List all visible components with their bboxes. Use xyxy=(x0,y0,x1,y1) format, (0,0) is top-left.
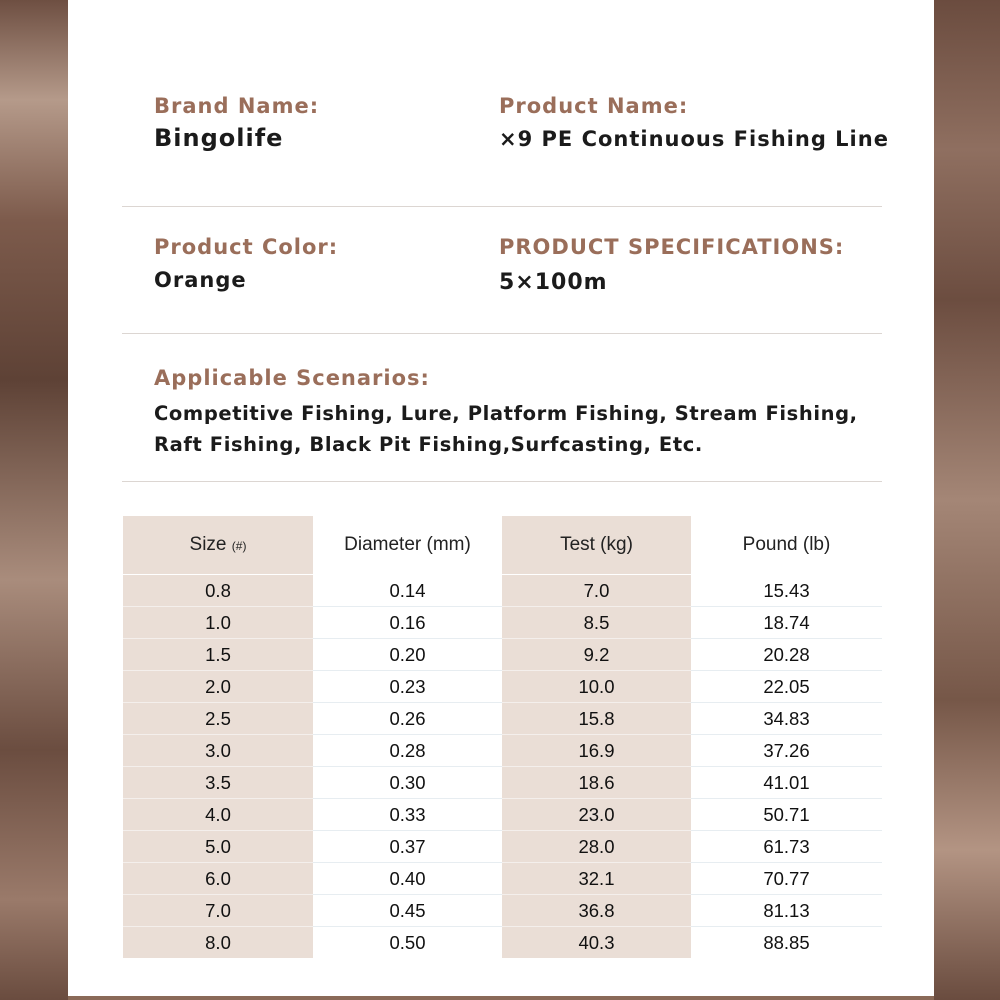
test-cell: 16.9 xyxy=(502,735,691,767)
test-cell: 7.0 xyxy=(502,575,691,607)
table-row xyxy=(123,671,882,703)
product-name-label: Product Name: xyxy=(499,94,689,118)
test-cell: 28.0 xyxy=(502,831,691,863)
size-cell: 7.0 xyxy=(123,895,313,927)
size-cell: 5.0 xyxy=(123,831,313,863)
table-header-row xyxy=(123,516,882,575)
brand-name-value: Bingolife xyxy=(154,124,284,152)
header-pound: Pound (lb) xyxy=(691,516,882,575)
table-row xyxy=(123,895,882,927)
table-row xyxy=(123,735,882,767)
product-name-value: ×9 PE Continuous Fishing Line xyxy=(499,127,889,151)
pound-cell: 20.28 xyxy=(691,639,882,671)
size-cell: 3.0 xyxy=(123,735,313,767)
specifications-table xyxy=(123,516,882,958)
pound-cell: 70.77 xyxy=(691,863,882,895)
size-unit-hint: (#) xyxy=(231,539,247,553)
diameter-cell: 0.37 xyxy=(313,831,502,863)
header-size: Size (#) xyxy=(123,516,313,575)
diameter-cell: 0.28 xyxy=(313,735,502,767)
diameter-cell: 0.45 xyxy=(313,895,502,927)
scenarios-line-2: Raft Fishing, Black Pit Fishing,Surfcasting, Etc. xyxy=(154,433,703,456)
test-cell: 40.3 xyxy=(502,927,691,959)
applicable-scenarios-text xyxy=(154,398,874,460)
diameter-cell: 0.23 xyxy=(313,671,502,703)
size-cell: 2.5 xyxy=(123,703,313,735)
pound-cell: 41.01 xyxy=(691,767,882,799)
pound-cell: 18.74 xyxy=(691,607,882,639)
table-row xyxy=(123,767,882,799)
table-row xyxy=(123,575,882,607)
size-cell: 4.0 xyxy=(123,799,313,831)
test-cell: 18.6 xyxy=(502,767,691,799)
size-cell: 6.0 xyxy=(123,863,313,895)
table-row xyxy=(123,831,882,863)
header-test: Test (kg) xyxy=(502,516,691,575)
diameter-cell: 0.40 xyxy=(313,863,502,895)
diameter-cell: 0.50 xyxy=(313,927,502,959)
brand-name-label: Brand Name: xyxy=(154,94,320,118)
test-cell: 32.1 xyxy=(502,863,691,895)
divider xyxy=(122,206,882,207)
pound-cell: 22.05 xyxy=(691,671,882,703)
test-cell: 15.8 xyxy=(502,703,691,735)
size-cell: 8.0 xyxy=(123,927,313,959)
diameter-cell: 0.16 xyxy=(313,607,502,639)
pound-cell: 50.71 xyxy=(691,799,882,831)
pound-cell: 88.85 xyxy=(691,927,882,959)
size-cell: 1.0 xyxy=(123,607,313,639)
test-cell: 9.2 xyxy=(502,639,691,671)
diameter-cell: 0.14 xyxy=(313,575,502,607)
test-cell: 23.0 xyxy=(502,799,691,831)
diameter-cell: 0.26 xyxy=(313,703,502,735)
pound-cell: 37.26 xyxy=(691,735,882,767)
table-row xyxy=(123,927,882,959)
applicable-scenarios-label: Applicable Scenarios: xyxy=(154,366,430,390)
divider xyxy=(122,481,882,482)
scenarios-line-1: Competitive Fishing, Lure, Platform Fishing, Stream Fishing, xyxy=(154,402,858,425)
table-row xyxy=(123,639,882,671)
test-cell: 8.5 xyxy=(502,607,691,639)
product-color-label: Product Color: xyxy=(154,235,339,259)
size-cell: 1.5 xyxy=(123,639,313,671)
pound-cell: 34.83 xyxy=(691,703,882,735)
table-row xyxy=(123,607,882,639)
size-cell: 0.8 xyxy=(123,575,313,607)
diameter-cell: 0.20 xyxy=(313,639,502,671)
product-specifications-label: PRODUCT SPECIFICATIONS: xyxy=(499,235,845,259)
table-row xyxy=(123,799,882,831)
product-specifications-value: 5×100m xyxy=(499,270,608,295)
pound-cell: 15.43 xyxy=(691,575,882,607)
diameter-cell: 0.30 xyxy=(313,767,502,799)
background-right xyxy=(934,0,1000,1000)
pound-cell: 61.73 xyxy=(691,831,882,863)
table-row xyxy=(123,863,882,895)
test-cell: 10.0 xyxy=(502,671,691,703)
table-row xyxy=(123,703,882,735)
product-color-value: Orange xyxy=(154,268,247,292)
header-diameter: Diameter (mm) xyxy=(313,516,502,575)
size-cell: 2.0 xyxy=(123,671,313,703)
diameter-cell: 0.33 xyxy=(313,799,502,831)
size-cell: 3.5 xyxy=(123,767,313,799)
divider xyxy=(122,333,882,334)
spec-card xyxy=(68,0,934,996)
test-cell: 36.8 xyxy=(502,895,691,927)
pound-cell: 81.13 xyxy=(691,895,882,927)
background-left xyxy=(0,0,68,1000)
